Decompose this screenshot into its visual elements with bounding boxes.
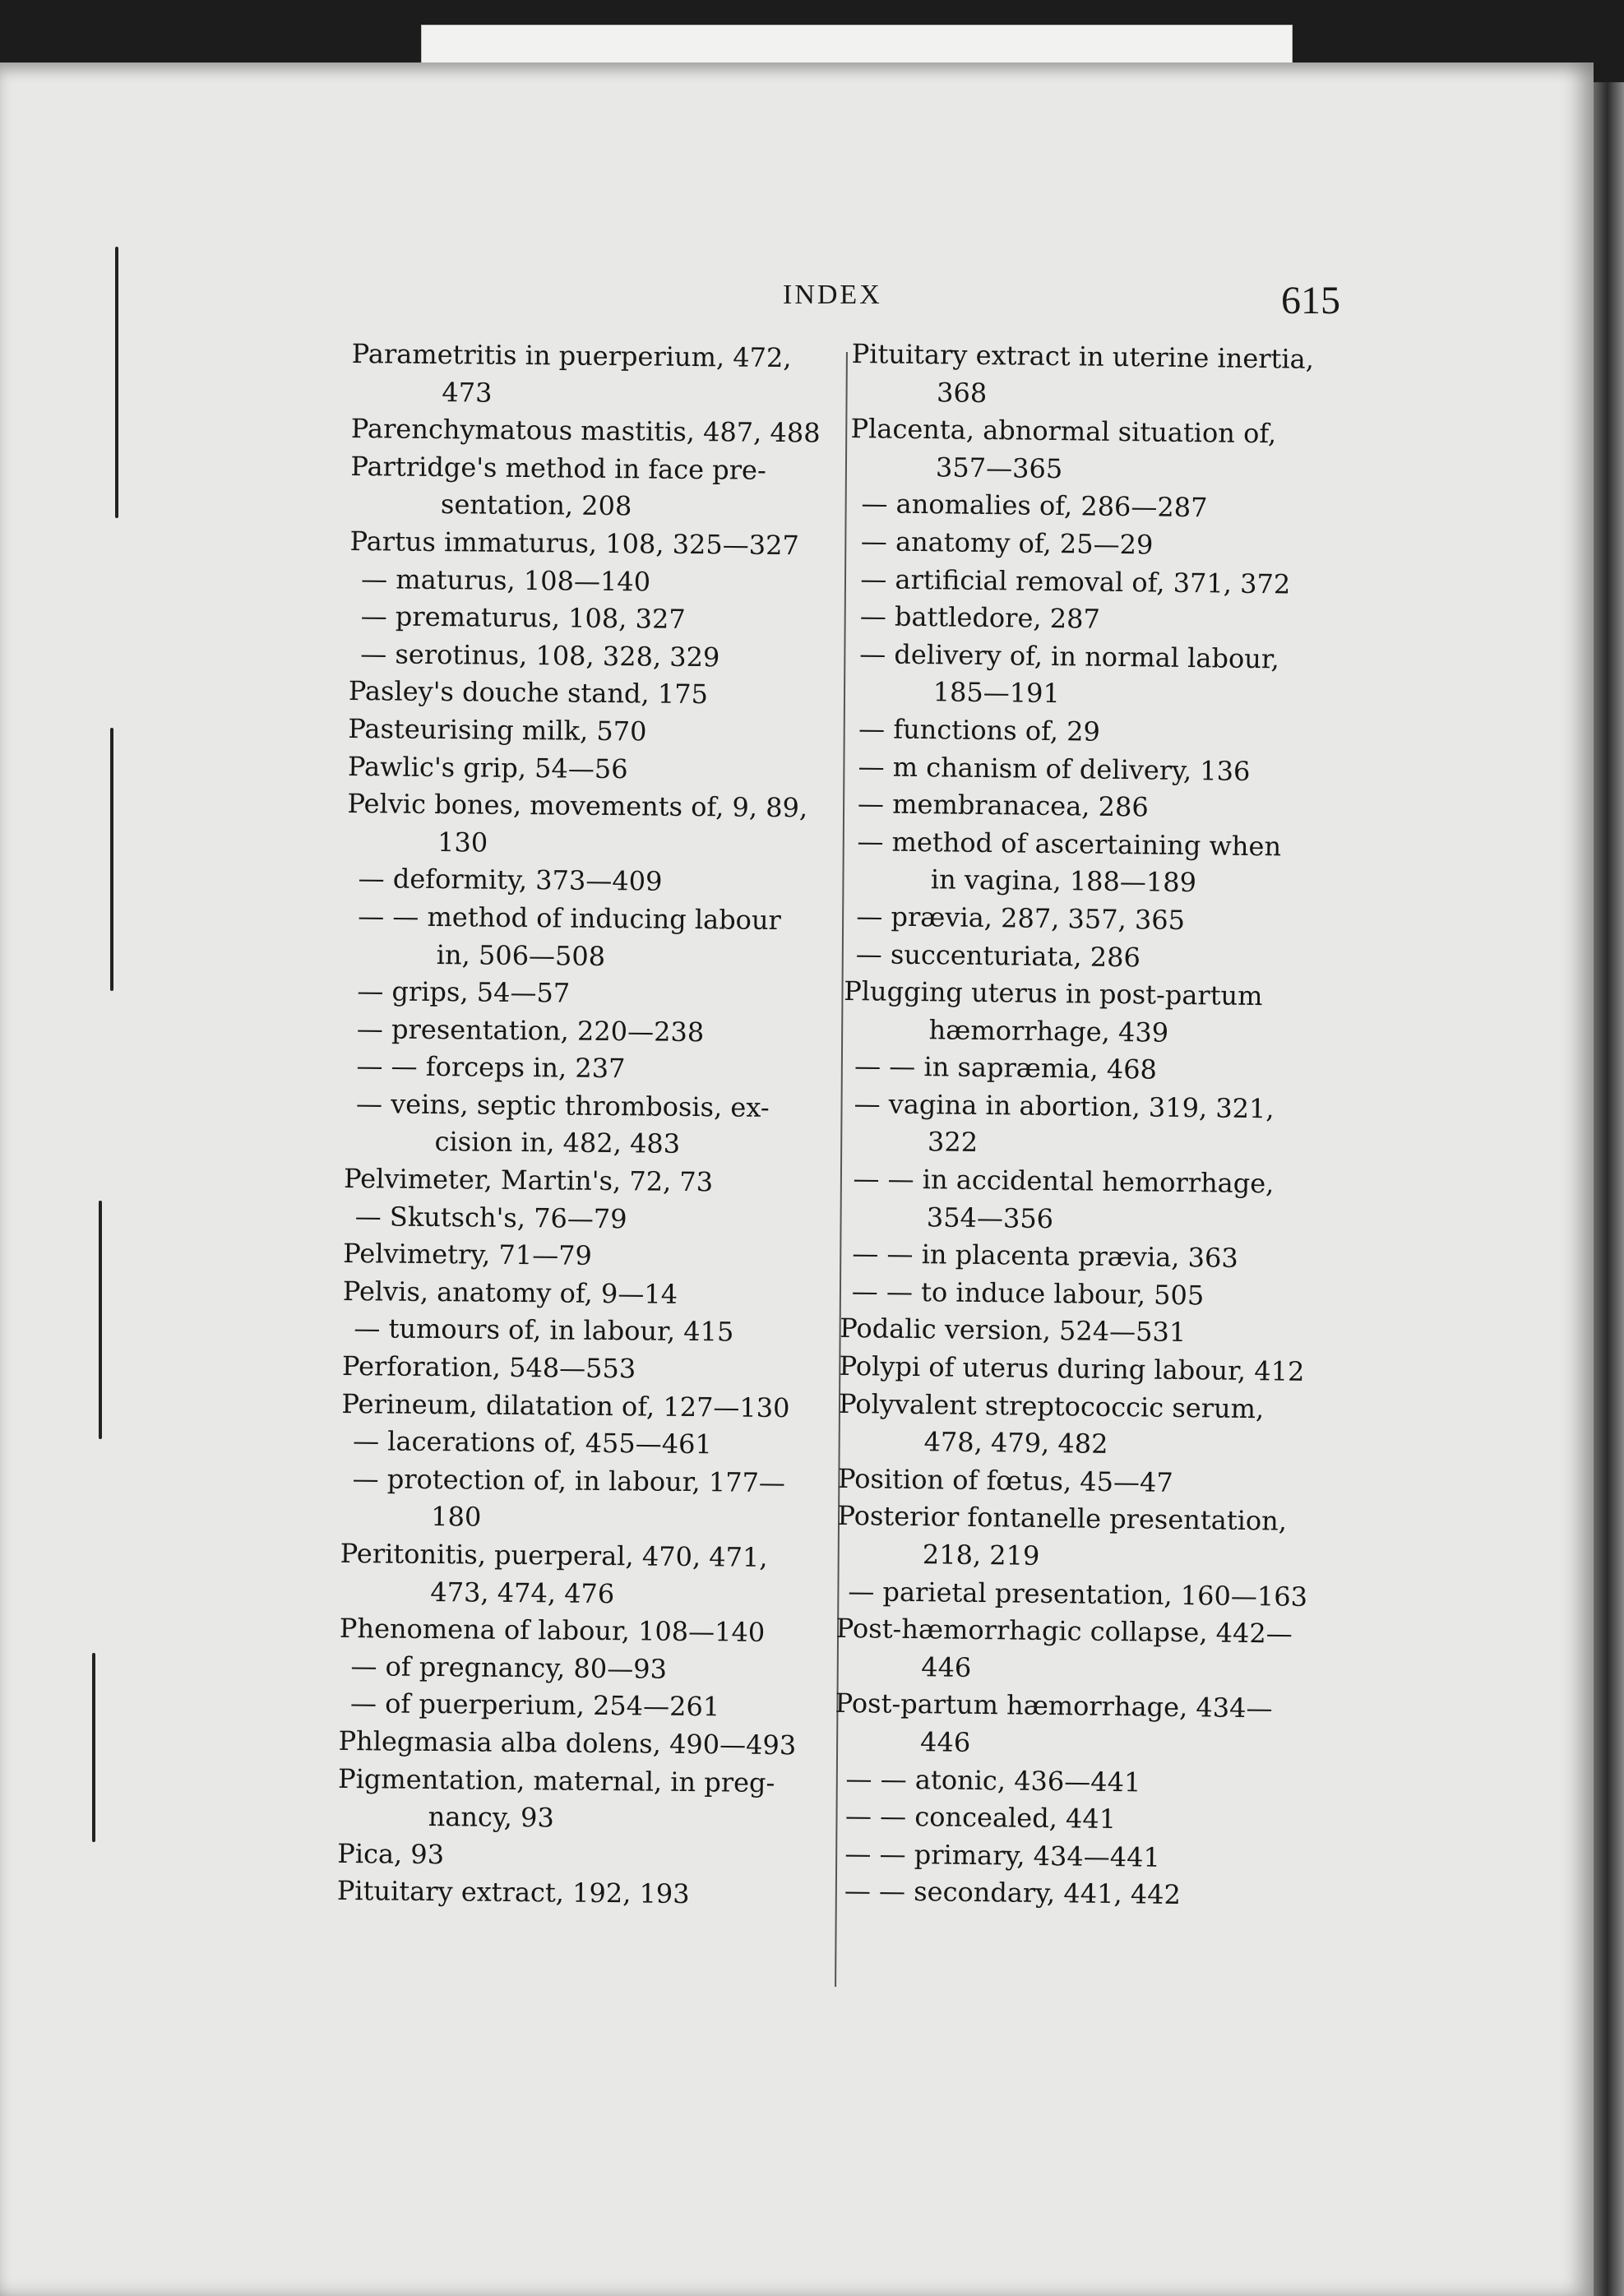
- index-entry-line: Pasteurising milk, 570: [348, 712, 647, 748]
- index-entry-line: — Skutsch's, 76—79: [354, 1200, 627, 1234]
- index-entry-line: Position of fœtus, 45—47: [837, 1462, 1173, 1498]
- index-entry-line: Podalic version, 524—531: [840, 1312, 1187, 1349]
- index-entry-line: 478, 479, 482: [923, 1426, 1108, 1460]
- index-entry-line: Polyvalent streptococcic serum,: [838, 1387, 1265, 1424]
- index-entry-line: Pigmentation, maternal, in preg-: [337, 1762, 775, 1798]
- index-entry-line: — lacerations of, 455—461: [352, 1425, 713, 1460]
- index-entry-line: Polypi of uterus during labour, 412: [839, 1349, 1305, 1387]
- index-entry-line: 130: [437, 826, 488, 859]
- page-number: 615: [1281, 279, 1340, 322]
- index-entry-line: — deformity, 373—409: [358, 863, 663, 897]
- index-entry-line: Pasley's douche stand, 175: [348, 675, 709, 711]
- index-entry-line: — parietal presentation, 160—163: [848, 1575, 1308, 1613]
- index-entry-line: — — secondary, 441, 442: [844, 1875, 1182, 1911]
- index-entry-line: — protection of, in labour, 177—: [352, 1462, 786, 1498]
- index-entry-line: 446: [919, 1726, 971, 1758]
- index-entry-line: sentation, 208: [440, 488, 632, 522]
- index-entry-line: — method of ascertaining when: [857, 825, 1282, 863]
- index-entry-line: — presentation, 220—238: [356, 1012, 705, 1048]
- index-entry-line: — of pregnancy, 80—93: [350, 1650, 668, 1685]
- index-entry-line: Partridge's method in face pre-: [350, 450, 766, 486]
- running-head: INDEX: [783, 280, 882, 310]
- index-entry-line: — artificial removal of, 371, 372: [860, 562, 1291, 600]
- index-entry-line: 322: [927, 1126, 979, 1159]
- index-entry-line: nancy, 93: [428, 1801, 554, 1834]
- index-entry-line: 218, 219: [922, 1539, 1040, 1572]
- index-entry-line: Pelvimeter, Martin's, 72, 73: [343, 1163, 714, 1198]
- margin-mark: [110, 728, 113, 991]
- index-entry-line: Pituitary extract in uterine inertia,: [851, 337, 1315, 375]
- index-entry-line: Post-partum hæmorrhage, 434—: [835, 1687, 1273, 1724]
- index-entry-line: Parametritis in puerperium, 472,: [351, 337, 792, 374]
- index-entry-line: cision in, 482, 483: [434, 1126, 681, 1160]
- index-entry-line: — anatomy of, 25—29: [860, 525, 1154, 561]
- index-entry-line: Posterior fontanelle presentation,: [837, 1500, 1288, 1537]
- index-entry-line: 354—356: [926, 1201, 1054, 1234]
- index-entry-line: — serotinus, 108, 328, 329: [360, 637, 720, 674]
- index-entry-line: — — concealed, 441: [844, 1800, 1117, 1835]
- index-column-right: [833, 336, 1345, 1916]
- index-entry-line: — anomalies of, 286—287: [861, 488, 1208, 524]
- index-entry-line: — battledore, 287: [859, 600, 1101, 635]
- index-entry-line: — — primary, 434—441: [844, 1837, 1161, 1873]
- index-entry-line: — functions of, 29: [858, 713, 1101, 748]
- index-entry-line: Peritonitis, puerperal, 470, 471,: [340, 1537, 768, 1573]
- margin-mark: [92, 1653, 95, 1842]
- index-entry-line: — — atonic, 436—441: [845, 1762, 1141, 1798]
- index-entry-line: Plugging uterus in post-partum: [844, 975, 1263, 1012]
- index-entry-line: — membranacea, 286: [857, 788, 1149, 823]
- index-entry-line: — — to induce labour, 505: [851, 1275, 1205, 1312]
- index-entry-line: — delivery of, in normal labour,: [859, 637, 1280, 675]
- index-entry-line: — — in placenta prævia, 363: [852, 1238, 1238, 1275]
- index-column-left: [337, 336, 837, 1915]
- index-entry-line: Pawlic's grip, 54—56: [347, 750, 628, 785]
- index-entry-line: Perforation, 548—553: [341, 1349, 636, 1385]
- index-entry-line: — of puerperium, 254—261: [349, 1687, 720, 1723]
- index-entry-line: — grips, 54—57: [357, 975, 571, 1009]
- index-entry-line: Pelvimetry, 71—79: [343, 1238, 593, 1272]
- page-edge-shadow: [1594, 82, 1624, 2296]
- index-entry-line: — — forceps in, 237: [356, 1050, 626, 1085]
- index-entry-line: Parenchymatous mastitis, 487, 488: [350, 413, 821, 449]
- index-entry-line: Perineum, dilatation of, 127—130: [341, 1387, 790, 1423]
- index-entry-line: 446: [920, 1650, 972, 1683]
- index-entry-line: — prematurus, 108, 327: [360, 600, 686, 636]
- index-entry-line: — — method of inducing labour: [358, 900, 782, 936]
- index-entry-line: Partus immaturus, 108, 325—327: [349, 525, 800, 562]
- index-entry-line: — veins, septic thrombosis, ex-: [355, 1087, 770, 1123]
- margin-mark: [99, 1201, 102, 1439]
- index-entry-line: Post-hæmorrhagic collapse, 442—: [835, 1613, 1293, 1650]
- index-entry-line: Placenta, abnormal situation of,: [850, 413, 1277, 450]
- index-entry-line: Pelvis, anatomy of, 9—14: [342, 1275, 678, 1310]
- index-entry-line: — vagina in abortion, 319, 321,: [854, 1087, 1275, 1125]
- index-entry-line: 368: [936, 376, 988, 409]
- index-entry-line: — maturus, 108—140: [360, 562, 651, 598]
- index-entry-line: in, 506—508: [436, 938, 606, 972]
- index-entry-line: in vagina, 188—189: [930, 863, 1197, 899]
- index-entry-line: 357—365: [935, 451, 1063, 484]
- index-entry-line: Pelvic bones, movements of, 9, 89,: [347, 788, 808, 824]
- index-entry-line: Pituitary extract, 192, 193: [336, 1875, 690, 1910]
- index-entry-line: 473: [442, 376, 493, 409]
- index-entry-line: — m chanism of delivery, 136: [858, 750, 1251, 787]
- index-entry-line: — succenturiata, 286: [855, 937, 1141, 973]
- index-entry-line: — prævia, 287, 357, 365: [856, 900, 1186, 936]
- index-entry-line: — tumours of, in labour, 415: [354, 1312, 734, 1348]
- margin-mark: [115, 247, 118, 518]
- index-entry-line: 185—191: [932, 676, 1061, 710]
- index-entry-line: Pica, 93: [337, 1837, 445, 1870]
- index-entry-line: — — in accidental hemorrhage,: [853, 1163, 1275, 1200]
- index-entry-line: Phenomena of labour, 108—140: [339, 1613, 766, 1649]
- index-entry-line: hæmorrhage, 439: [928, 1013, 1169, 1048]
- index-entry-line: Phlegmasia alba dolens, 490—493: [338, 1724, 797, 1761]
- index-entry-line: 473, 474, 476: [430, 1576, 615, 1609]
- index-entry-line: 180: [431, 1501, 482, 1533]
- index-entry-line: — — in sapræmia, 468: [854, 1050, 1158, 1086]
